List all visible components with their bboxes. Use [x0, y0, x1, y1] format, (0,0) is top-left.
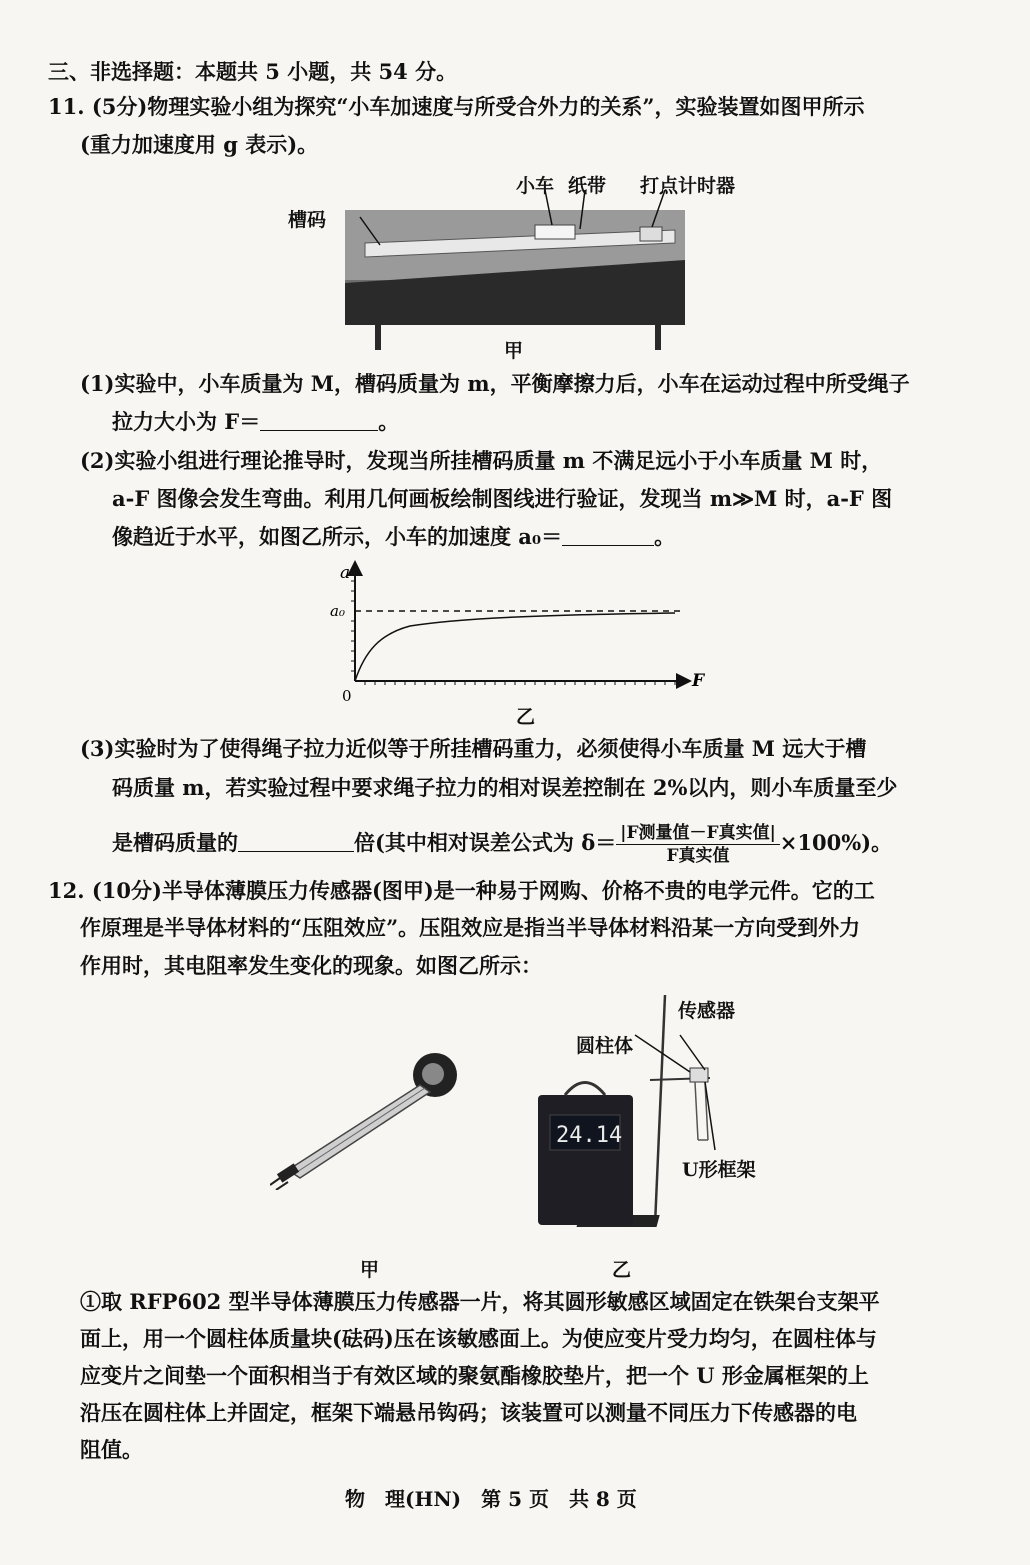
section-title: 三、非选择题：本题共 5 小题，共 54 分。 — [48, 59, 458, 84]
q12-step1-line-1: ①取 RFP602 型半导体薄膜压力传感器一片，将其圆形敏感区域固定在铁架台支架平 — [80, 1289, 880, 1314]
display-reading: 24.14 — [556, 1123, 623, 1148]
q11-part3-text-b: 倍(其中相对误差公式为 δ＝ — [354, 830, 617, 855]
fraction-numerator: |F测量值－F真实值| — [616, 822, 780, 845]
fraction-denominator: F真实值 — [666, 846, 730, 866]
q11-part1-text: 拉力大小为 F＝ — [112, 409, 261, 434]
figure-a-f-graph — [320, 556, 720, 726]
q12-step1-line-4: 沿压在圆柱体上并固定，框架下端悬吊钩码；该装置可以测量不同压力下传感器的电 — [80, 1400, 857, 1425]
q12-step1-line-3: 应变片之间垫一个面积相当于有效区域的聚氨酯橡胶垫片，把一个 U 形金属框架的上 — [80, 1363, 869, 1388]
q11-part3-text-a: 是槽码质量的 — [112, 830, 238, 855]
figure-measurement-setup — [530, 990, 790, 1240]
figure-cart-apparatus — [280, 165, 750, 365]
label-timer: 打点计时器 — [640, 175, 736, 197]
answer-blank-3[interactable] — [238, 829, 354, 852]
label-paper-tape: 纸带 — [568, 175, 607, 197]
thin-film-sensor-photo — [270, 1050, 470, 1190]
q12-line-2: 作原理是半导体材料的“压阻效应”。压阻效应是指当半导体材料沿某一方向受到外力 — [80, 915, 861, 940]
q11-part3-text-c: ×100%)。 — [779, 830, 893, 855]
origin-label: 0 — [342, 687, 352, 705]
a-f-graph-svg — [320, 556, 720, 726]
q11-part3-line-2: 码质量 m，若实验过程中要求绳子拉力的相对误差控制在 2%以内，则小车质量至少 — [112, 775, 898, 800]
q11-part2-line-2: a-F 图像会发生弯曲。利用几何画板绘制图线进行验证，发现当 m≫M 时，a-F 图 — [112, 486, 893, 511]
q12-step1-line-2: 面上，用一个圆柱体质量块(砝码)压在该敏感面上。为使应变片受力均匀，在圆柱体与 — [80, 1326, 877, 1351]
q12-line-1: 12. (10分)半导体薄膜压力传感器(图甲)是一种易于网购、价格不贵的电学元件。它的工 — [48, 878, 875, 903]
label-u-frame: U形框架 — [682, 1159, 756, 1181]
q11-part3-line-1: (3)实验时为了使得绳子拉力近似等于所挂槽码重力，必须使得小车质量 M 远大于槽 — [80, 736, 867, 761]
label-cylinder: 圆柱体 — [576, 1035, 634, 1057]
q11-part1-line-1: (1)实验中，小车质量为 M，槽码质量为 m，平衡摩擦力后，小车在运动过程中所受绳子 — [80, 371, 910, 396]
label-hook-weight: 槽码 — [288, 209, 327, 231]
q11-part2-line-1: (2)实验小组进行理论推导时，发现当所挂槽码质量 m 不满足远小于小车质量 M 时， — [80, 448, 883, 473]
q11-part1-line-2 — [112, 407, 399, 437]
relative-error-fraction — [616, 822, 780, 867]
q12-figure-yi-caption: 乙 — [612, 1259, 632, 1281]
q11-part2-end: 。 — [654, 524, 676, 549]
q11-part2-text: 像趋近于水平，如图乙所示，小车的加速度 a₀＝ — [112, 524, 563, 549]
label-sensor: 传感器 — [678, 1000, 736, 1022]
figure-jia-caption: 甲 — [504, 340, 524, 362]
q12-line-3: 作用时，其电阻率发生变化的现象。如图乙所示： — [80, 953, 542, 978]
answer-blank-1[interactable] — [260, 408, 378, 431]
stand-rod — [655, 995, 665, 1225]
q11-part3-line-3 — [112, 822, 892, 867]
x-axis-label: F — [692, 671, 705, 691]
page-footer: 物 理(HN) 第 5 页 共 8 页 — [345, 1487, 637, 1511]
a0-label: a₀ — [330, 602, 345, 620]
y-axis-label: a — [340, 563, 351, 583]
q11-part2-line-3 — [112, 522, 675, 552]
graph-caption: 乙 — [516, 706, 536, 728]
q12-figure-jia-caption: 甲 — [360, 1259, 380, 1281]
q11-line-1: 11. (5分)物理实验小组为探究“小车加速度与所受合外力的关系”，实验装置如图甲所示 — [48, 94, 865, 119]
q11-line-2: (重力加速度用 g 表示)。 — [80, 132, 319, 157]
a-f-curve — [355, 613, 675, 681]
measurement-setup-photo — [530, 990, 790, 1240]
figure-thin-film-sensor — [270, 1050, 470, 1190]
label-cart: 小车 — [516, 175, 555, 197]
answer-blank-2[interactable] — [562, 523, 654, 546]
q11-part1-end: 。 — [378, 409, 400, 434]
q12-step1-line-5: 阻值。 — [80, 1437, 143, 1462]
